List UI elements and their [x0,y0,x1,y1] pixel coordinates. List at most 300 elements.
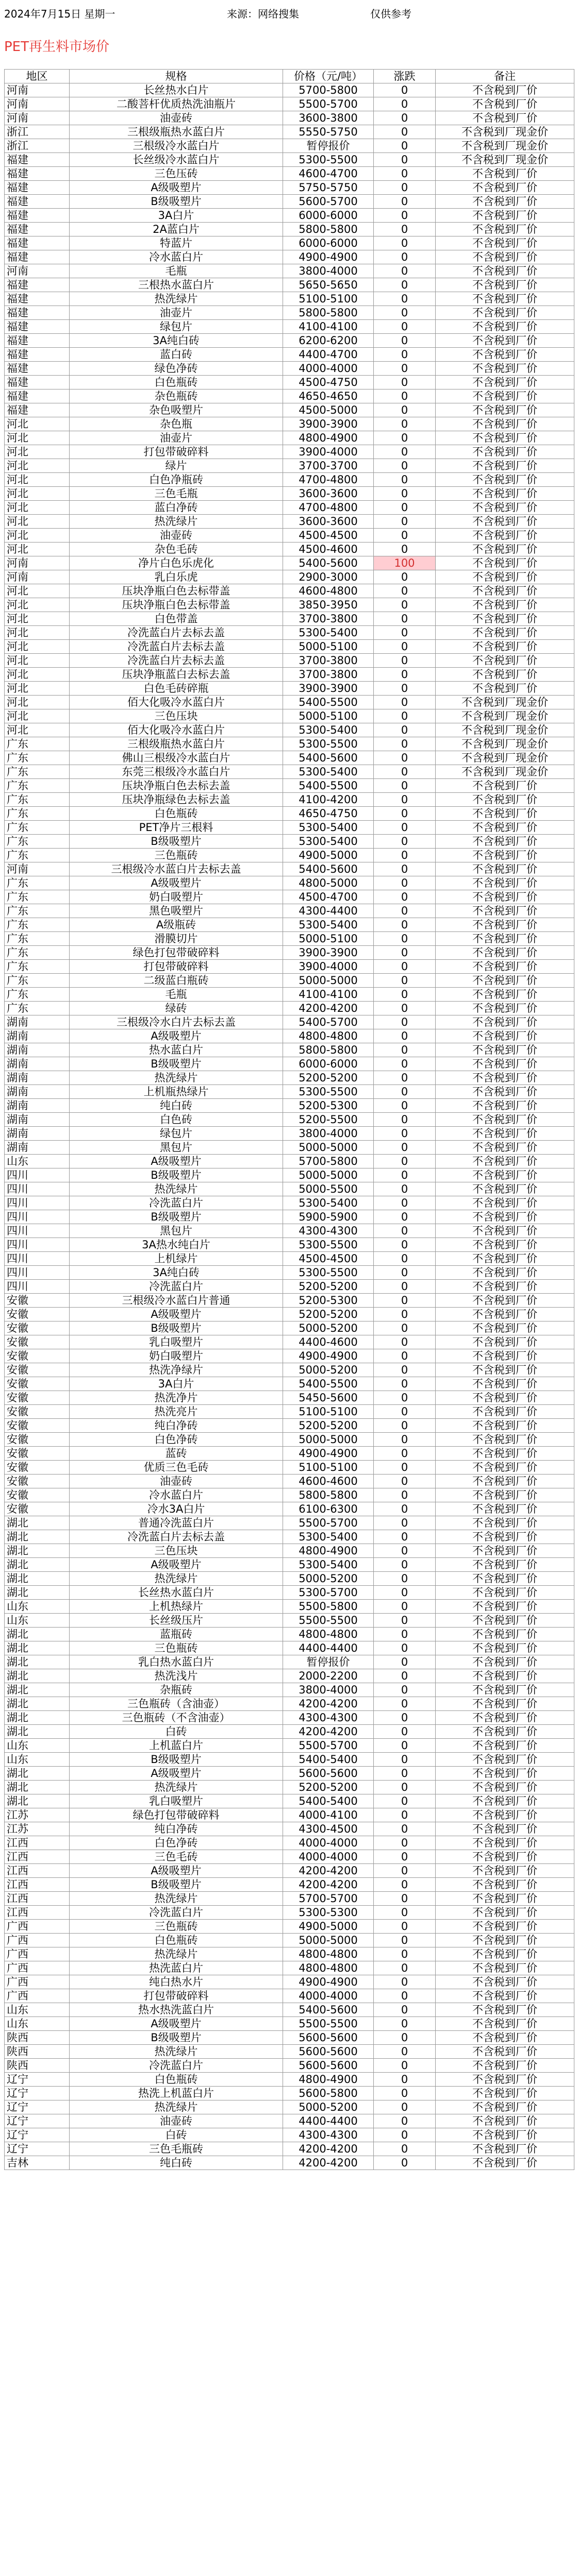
cell-change: 0 [374,1280,436,1294]
cell-price: 5500-5700 [283,1516,374,1530]
table-row [5,946,574,960]
cell-note: 不含税到厂价 [436,1447,574,1461]
table-row [5,1252,574,1266]
cell-note: 不含税到厂价 [436,1224,574,1238]
cell-spec: A级吸塑片 [70,1029,283,1043]
cell-spec: 三根级瓶热水蓝白片 [70,125,283,139]
cell-region: 河北 [5,473,70,487]
cell-spec: 热洗绿片 [70,1071,283,1085]
reference-note: 仅供参考 [370,8,411,20]
cell-note: 不含税到厂价 [436,348,574,362]
table-row [5,1641,574,1655]
cell-note: 不含税到厂价 [436,1321,574,1335]
cell-region: 浙江 [5,139,70,153]
cell-note: 不含税到厂价 [436,1196,574,1210]
cell-spec: 杂色瓶 [70,417,283,431]
cell-note: 不含税到厂价 [436,1808,574,1822]
table-row [5,570,574,584]
table-row [5,2114,574,2128]
cell-note: 不含税到厂价 [436,584,574,598]
table-row [5,849,574,862]
table-row [5,515,574,529]
cell-region: 安徽 [5,1391,70,1405]
cell-change: 0 [374,2003,436,2017]
cell-spec: 冷水3A白片 [70,1502,283,1516]
cell-spec: 三色瓶砖 [70,1641,283,1655]
table-row [5,1461,574,1475]
cell-spec: 热洗绿片 [70,515,283,529]
cell-region: 福建 [5,334,70,348]
cell-note: 不含税到厂价 [436,1127,574,1141]
cell-change: 0 [374,1586,436,1600]
cell-region: 山东 [5,1600,70,1614]
cell-price: 4800-4900 [283,2073,374,2087]
cell-spec: 热洗绿片 [70,2045,283,2059]
cell-region: 湖南 [5,1127,70,1141]
cell-region: 河北 [5,417,70,431]
cell-change: 0 [374,111,436,125]
cell-change: 0 [374,932,436,946]
cell-price: 5800-5800 [283,1488,374,1502]
cell-region: 河北 [5,445,70,459]
cell-change: 0 [374,751,436,765]
cell-note: 不含税到厂价 [436,1363,574,1377]
table-row [5,1947,574,1961]
cell-price: 4500-4750 [283,376,374,389]
cell-note: 不含税到厂价 [436,1071,574,1085]
cell-spec: 长丝级冷水蓝白片 [70,153,283,167]
cell-note: 不含税到厂价 [436,793,574,807]
header-line [4,5,574,23]
cell-spec: 三根级冷水白片去标去盖 [70,1015,283,1029]
table-row [5,696,574,709]
table-row [5,1099,574,1113]
cell-spec: 白色带盖 [70,612,283,626]
cell-spec: 绿色净砖 [70,362,283,376]
cell-note: 不含税到厂价 [436,640,574,654]
cell-change: 0 [374,125,436,139]
table-row [5,751,574,765]
cell-region: 广东 [5,751,70,765]
cell-region: 河北 [5,459,70,473]
cell-spec: 冷水蓝白片 [70,1488,283,1502]
table-row [5,1447,574,1461]
cell-region: 安徽 [5,1433,70,1447]
table-row [5,1767,574,1781]
cell-change: 0 [374,1099,436,1113]
cell-note: 不含税到厂价 [436,1544,574,1558]
cell-price: 5400-5600 [283,751,374,765]
cell-note: 不含税到厂价 [436,1530,574,1544]
table-row [5,1628,574,1641]
cell-spec: 普通冷洗蓝白片 [70,1516,283,1530]
table-row [5,807,574,821]
cell-price: 5300-5400 [283,765,374,779]
table-row [5,1182,574,1196]
cell-change: 0 [374,807,436,821]
table-row [5,1196,574,1210]
cell-region: 江西 [5,1906,70,1920]
cell-region: 广西 [5,1947,70,1961]
cell-region: 江西 [5,1850,70,1864]
cell-price: 4500-4500 [283,1252,374,1266]
table-row [5,97,574,111]
cell-spec: B级吸塑片 [70,1168,283,1182]
cell-region: 福建 [5,320,70,334]
cell-region: 安徽 [5,1405,70,1419]
cell-price: 5000-5200 [283,1363,374,1377]
cell-change: 0 [374,1502,436,1516]
cell-change: 0 [374,682,436,696]
cell-region: 河北 [5,654,70,668]
cell-region: 山东 [5,2003,70,2017]
cell-note: 不含税到厂价 [436,1002,574,1015]
cell-note: 不含税到厂价 [436,306,574,320]
cell-region: 广东 [5,1002,70,1015]
cell-spec: 白砖 [70,2128,283,2142]
table-row [5,835,574,849]
cell-price: 5800-5800 [283,1043,374,1057]
cell-price: 4900-4900 [283,1975,374,1989]
cell-spec: 乳白乐虎 [70,570,283,584]
cell-change: 0 [374,1029,436,1043]
cell-note: 不含税到厂价 [436,1836,574,1850]
cell-change: 0 [374,1600,436,1614]
cell-note: 不含税到厂价 [436,1141,574,1155]
cell-region: 湖北 [5,1711,70,1725]
cell-note: 不含税到厂现金价 [436,709,574,723]
cell-price: 3800-4000 [283,1683,374,1697]
table-row [5,654,574,668]
cell-note: 不含税到厂价 [436,1906,574,1920]
cell-region: 福建 [5,209,70,223]
cell-price: 4900-4900 [283,1349,374,1363]
table-row [5,2045,574,2059]
cell-region: 四川 [5,1210,70,1224]
cell-spec: 佰大化吸冷水蓝白片 [70,696,283,709]
cell-note: 不含税到厂价 [436,1989,574,2003]
cell-spec: B级吸塑片 [70,1057,283,1071]
cell-price: 5700-5800 [283,83,374,97]
cell-change: 0 [374,181,436,195]
cell-change: 0 [374,654,436,668]
cell-spec: 三根级冷水蓝白片去标去盖 [70,862,283,876]
cell-change: 0 [374,2100,436,2114]
table-row [5,1043,574,1057]
cell-change: 0 [374,1238,436,1252]
cell-price: 4900-5000 [283,1920,374,1934]
cell-price: 5200-5200 [283,1419,374,1433]
table-row [5,1308,574,1321]
cell-region: 河北 [5,584,70,598]
cell-price: 4700-4800 [283,501,374,515]
table-body [5,83,574,2170]
cell-note: 不含税到厂价 [436,1878,574,1892]
cell-region: 广东 [5,876,70,890]
cell-note: 不含税到厂价 [436,1586,574,1600]
table-row [5,1906,574,1920]
cell-region: 安徽 [5,1419,70,1433]
cell-region: 福建 [5,153,70,167]
cell-note: 不含税到厂价 [436,223,574,236]
cell-spec: 毛瓶 [70,988,283,1002]
cell-price: 4600-4700 [283,167,374,181]
cell-note: 不含税到厂价 [436,2017,574,2031]
cell-spec: 三色瓶砖 [70,1920,283,1934]
cell-price: 5200-5200 [283,1781,374,1794]
table-row [5,223,574,236]
cell-change: 0 [374,1168,436,1182]
cell-region: 安徽 [5,1335,70,1349]
cell-region: 湖北 [5,1516,70,1530]
cell-region: 陕西 [5,2031,70,2045]
cell-price: 5200-5500 [283,1113,374,1127]
cell-spec: 纯白砖 [70,1099,283,1113]
cell-change: 0 [374,2156,436,2170]
cell-note: 不含税到厂价 [436,515,574,529]
cell-region: 广西 [5,1934,70,1947]
cell-change: 0 [374,960,436,974]
cell-change: 0 [374,1433,436,1447]
cell-region: 吉林 [5,2156,70,2170]
table-row [5,1516,574,1530]
cell-change: 0 [374,515,436,529]
table-row [5,821,574,835]
cell-note: 不含税到厂价 [436,195,574,209]
cell-price: 6200-6200 [283,334,374,348]
cell-price: 5600-5800 [283,2087,374,2100]
cell-price: 5200-5200 [283,1308,374,1321]
cell-region: 湖北 [5,1697,70,1711]
page-title: PET再生料市场价 [4,39,109,55]
cell-price: 5400-5500 [283,1377,374,1391]
cell-note: 不含税到厂价 [436,1015,574,1029]
cell-spec: B级吸塑片 [70,1210,283,1224]
cell-note: 不含税到厂价 [436,1057,574,1071]
cell-region: 四川 [5,1196,70,1210]
header-row [5,70,574,83]
cell-price: 4100-4100 [283,320,374,334]
cell-change: 0 [374,236,436,250]
cell-change: 0 [374,598,436,612]
table-row [5,389,574,403]
cell-spec: 三色瓶砖（含油壶） [70,1697,283,1711]
report-date: 2024年7月15日 星期一 [4,8,115,20]
cell-note: 不含税到厂价 [436,2087,574,2100]
cell-note: 不含税到厂价 [436,320,574,334]
cell-note: 不含税到厂价 [436,1182,574,1196]
cell-note: 不含税到厂价 [436,821,574,835]
cell-change: 0 [374,1544,436,1558]
cell-price: 5300-5400 [283,835,374,849]
cell-note: 不含税到厂价 [436,1099,574,1113]
table-row [5,1989,574,2003]
cell-note: 不含税到厂价 [436,403,574,417]
table-row [5,1280,574,1294]
cell-note: 不含税到厂价 [436,570,574,584]
cell-change: 0 [374,1182,436,1196]
cell-price: 3800-4000 [283,1127,374,1141]
cell-spec: 三色瓶砖 [70,849,283,862]
cell-change: 0 [374,862,436,876]
cell-price: 4800-4800 [283,1628,374,1641]
cell-spec: B级吸塑片 [70,195,283,209]
table-row [5,209,574,223]
cell-region: 广东 [5,737,70,751]
cell-price: 3900-3900 [283,682,374,696]
table-row [5,1725,574,1739]
cell-change: 0 [374,1864,436,1878]
cell-region: 安徽 [5,1475,70,1488]
cell-region: 河北 [5,431,70,445]
cell-change: 0 [374,389,436,403]
cell-change: 0 [374,487,436,501]
cell-note: 不含税到厂价 [436,1600,574,1614]
cell-region: 河北 [5,487,70,501]
cell-spec: 绿砖 [70,1002,283,1015]
cell-price: 4000-4100 [283,1808,374,1822]
cell-region: 河北 [5,640,70,654]
cell-note: 不含税到厂价 [436,849,574,862]
table-row [5,445,574,459]
cell-change: 0 [374,2128,436,2142]
table-row [5,2003,574,2017]
table-row [5,1697,574,1711]
cell-note: 不含税到厂价 [436,2073,574,2087]
table-row [5,2087,574,2100]
cell-region: 湖北 [5,1572,70,1586]
cell-change: 0 [374,431,436,445]
cell-region: 广东 [5,932,70,946]
cell-region: 江西 [5,1864,70,1878]
cell-note: 不含税到厂价 [436,376,574,389]
cell-spec: 打包带破碎料 [70,1989,283,2003]
cell-note: 不含税到厂价 [436,1391,574,1405]
cell-spec: 长丝热水白片 [70,83,283,97]
cell-note: 不含税到厂价 [436,1475,574,1488]
cell-spec: 纯白热水片 [70,1975,283,1989]
cell-note: 不含税到厂价 [436,862,574,876]
cell-note: 不含税到厂价 [436,2128,574,2142]
cell-note: 不含税到厂价 [436,946,574,960]
cell-spec: 二酸菩杆优质热洗油瓶片 [70,97,283,111]
cell-price: 5300-5400 [283,1558,374,1572]
cell-spec: 绿包片 [70,320,283,334]
cell-note: 不含税到厂现金价 [436,139,574,153]
cell-region: 湖北 [5,1669,70,1683]
cell-region: 河南 [5,570,70,584]
cell-note: 不含税到厂价 [436,960,574,974]
cell-spec: 乳白吸塑片 [70,1794,283,1808]
cell-change: 0 [374,1572,436,1586]
cell-spec: PET净片三根料 [70,821,283,835]
cell-change: 0 [374,1015,436,1029]
cell-price: 4300-4300 [283,1711,374,1725]
cell-change: 0 [374,1878,436,1892]
table-row [5,376,574,389]
cell-note: 不含税到厂价 [436,1252,574,1266]
cell-note: 不含税到厂价 [436,236,574,250]
cell-price: 4900-5000 [283,849,374,862]
cell-spec: 3A纯白砖 [70,334,283,348]
table-header [5,70,574,83]
table-row [5,1335,574,1349]
cell-change: 0 [374,1683,436,1697]
cell-spec: A级瓶砖 [70,918,283,932]
cell-spec: 三根热水蓝白片 [70,278,283,292]
cell-change: 0 [374,501,436,515]
cell-region: 湖南 [5,1085,70,1099]
cell-spec: 冷水蓝白片 [70,250,283,264]
table-row [5,1530,574,1544]
cell-spec: 热洗蓝白片 [70,1961,283,1975]
cell-note: 不含税到厂价 [436,264,574,278]
cell-note: 不含税到厂现金价 [436,737,574,751]
cell-note: 不含税到厂价 [436,1155,574,1168]
table-row [5,1141,574,1155]
table-row [5,737,574,751]
cell-change: 0 [374,1892,436,1906]
cell-region: 湖南 [5,1141,70,1155]
table-row [5,918,574,932]
cell-change: 0 [374,570,436,584]
cell-price: 5100-5100 [283,1461,374,1475]
cell-change: 0 [374,1210,436,1224]
cell-price: 5000-5100 [283,709,374,723]
cell-change: 0 [374,765,436,779]
cell-change: 0 [374,849,436,862]
cell-change: 0 [374,1405,436,1419]
cell-region: 江西 [5,1836,70,1850]
cell-note: 不含税到厂价 [436,668,574,682]
cell-price: 5000-5100 [283,640,374,654]
cell-price: 5600-5600 [283,2045,374,2059]
cell-region: 广东 [5,793,70,807]
cell-region: 广东 [5,849,70,862]
cell-change: 0 [374,1363,436,1377]
cell-note: 不含税到厂价 [436,1614,574,1628]
table-row [5,556,574,570]
cell-price: 4000-4000 [283,1989,374,2003]
cell-change: 0 [374,167,436,181]
cell-note: 不含税到厂价 [436,1864,574,1878]
table-row [5,1558,574,1572]
cell-spec: 蓝砖 [70,1447,283,1461]
cell-region: 湖北 [5,1655,70,1669]
cell-price: 4200-4200 [283,1002,374,1015]
cell-price: 4650-4650 [283,389,374,403]
cell-region: 福建 [5,376,70,389]
cell-price: 4800-4800 [283,1029,374,1043]
cell-note: 不含税到厂价 [436,278,574,292]
cell-change: 0 [374,1321,436,1335]
cell-change: 0 [374,1071,436,1085]
price-table [4,69,574,2170]
table-row [5,723,574,737]
cell-change: 0 [374,292,436,306]
cell-region: 河北 [5,515,70,529]
cell-spec: 杂色吸塑片 [70,403,283,417]
table-row [5,862,574,876]
cell-region: 安徽 [5,1363,70,1377]
cell-spec: 三根级冷水蓝白片 [70,139,283,153]
cell-note: 不含税到厂价 [436,598,574,612]
cell-change: 0 [374,445,436,459]
table-row [5,139,574,153]
cell-price: 3700-3800 [283,612,374,626]
cell-price: 5600-5600 [283,1767,374,1781]
cell-region: 河北 [5,709,70,723]
